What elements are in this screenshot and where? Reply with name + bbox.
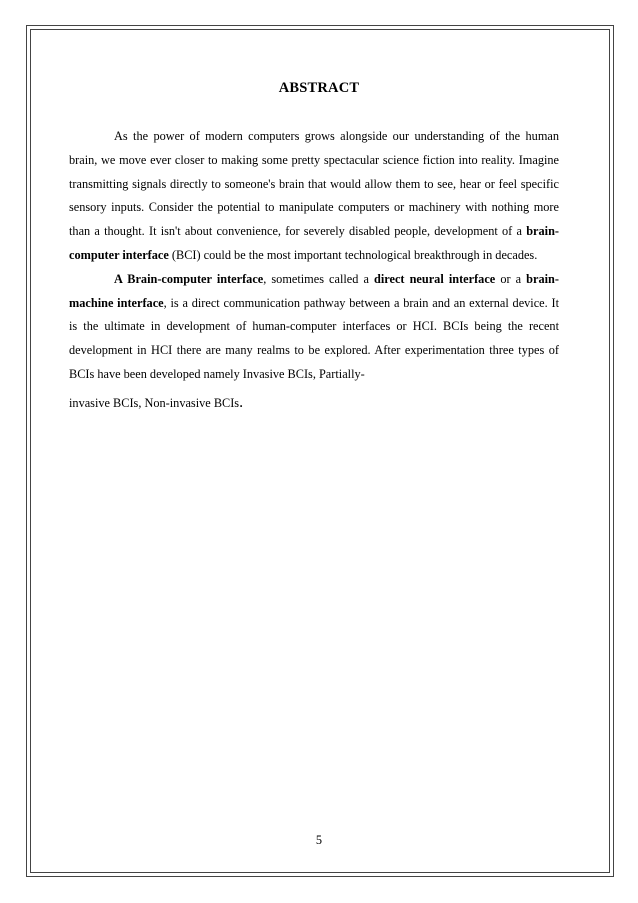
- abstract-paragraph-1: [69, 125, 559, 268]
- page-number: 5: [315, 833, 323, 847]
- paragraph-2-text-b: or a: [495, 271, 527, 286]
- abstract-heading: ABSTRACT: [278, 80, 360, 96]
- abstract-paragraph-2: [69, 268, 559, 387]
- brain-computer-interface-term: A Brain-computer interface: [114, 271, 264, 286]
- paragraph-2-text-a: , sometimes called a: [263, 271, 375, 286]
- paragraph-2-text-c: , is a direct communication pathway between a brain and an external device. It is the ultimate in development of human-computer interfaces or HCI. BCIs being the recent development in HCI there are many realms to be explored. After experimentation three types of BCIs have been developed namely Invasive BCIs, Partially-: [69, 295, 560, 381]
- direct-neural-interface-term: direct neural interface: [374, 271, 496, 286]
- abstract-last-line: [69, 387, 559, 418]
- paragraph-2-last-line: invasive BCIs, Non-invasive BCIs: [69, 395, 240, 410]
- paragraph-2-final-dot: .: [239, 393, 244, 411]
- brain-machine-interface-term: brain-machine interface: [69, 271, 559, 310]
- paragraph-1-text-a: As the power of modern computers grows alongside our understanding of the human brain, we move ever closer to making some pretty spectacular science fiction into reality. Imagine transmitting signals directly to someone's brain that would allow them to see, hear or feel specific sensory inputs. Consider the potential to manipulate computers or machinery with nothing more than a thought. It isn't about convenience, for severely disabled people, development of a: [69, 129, 559, 239]
- paragraph-1-text-b: (BCI) could be the most important technological breakthrough in decades.: [168, 247, 538, 262]
- bci-term: brain-computer interface: [69, 224, 559, 262]
- abstract-body: [69, 125, 559, 418]
